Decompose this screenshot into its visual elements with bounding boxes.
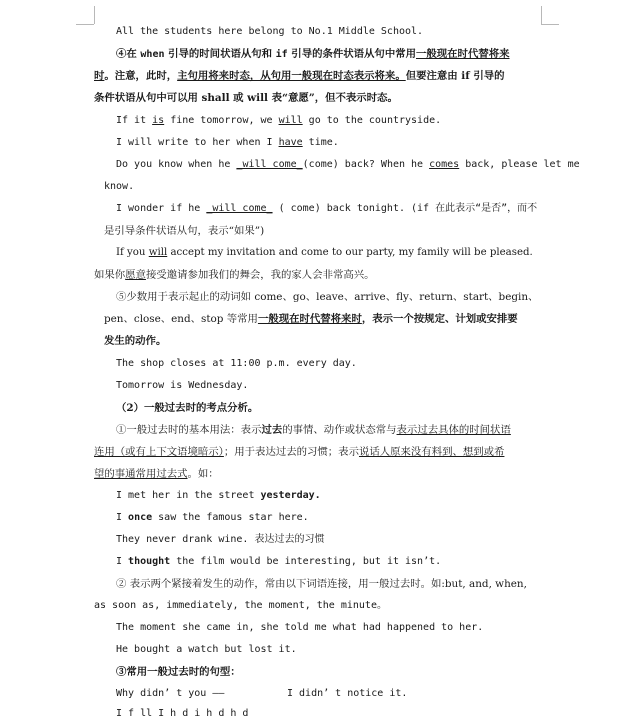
text-span: 。如： bbox=[187, 468, 219, 480]
example-sentence bbox=[116, 136, 339, 150]
text-line bbox=[116, 423, 511, 437]
text-span: will bbox=[278, 115, 303, 126]
text-span: _will come_ bbox=[206, 203, 273, 214]
text-span: 但要注意由 if 引导的 bbox=[405, 70, 505, 82]
text-line bbox=[94, 445, 504, 459]
text-span: thought bbox=[128, 556, 171, 567]
text-span: I bbox=[116, 556, 129, 567]
text-span: yesterday. bbox=[260, 490, 321, 501]
text-line: know. bbox=[104, 181, 135, 192]
text-span: ，表示一个按规定、计划或安排要 bbox=[361, 313, 518, 325]
text-span: time. bbox=[302, 137, 339, 148]
text-span: I bbox=[116, 512, 129, 523]
rule-4-heading bbox=[116, 47, 510, 62]
text-span: I met her in the street bbox=[116, 490, 261, 501]
text-line: 条件状语从句中可以用 shall 或 will 表“意愿”，但不表示时态。 bbox=[94, 92, 398, 104]
text-line: as soon as, immediately, the moment, the minute。 bbox=[94, 600, 387, 611]
example-sentence bbox=[116, 158, 580, 172]
text-span: 表达过去的习惯 bbox=[254, 534, 325, 545]
example-sentence bbox=[116, 533, 324, 547]
text-span: 连用（或有上下文语境暗示） bbox=[94, 446, 224, 458]
text-span: is bbox=[152, 115, 165, 126]
example-sentence: The shop closes at 11:00 p.m. every day. bbox=[116, 358, 357, 369]
text-span: will bbox=[148, 247, 168, 258]
text-span: have bbox=[278, 137, 303, 148]
text-span: go to the countryside. bbox=[302, 115, 442, 126]
text-span: 的事情、动作或状态常与 bbox=[282, 424, 397, 436]
text-span: 主句用将来时态，从句用一般现在时态表示将来。 bbox=[177, 70, 406, 82]
page-corner-mark-left bbox=[94, 6, 95, 24]
text-span: once bbox=[128, 512, 153, 523]
text-span: ；用于表达过去的习惯；表示 bbox=[223, 446, 359, 458]
page-corner-mark-right-h bbox=[541, 24, 559, 25]
text-span: 一般现在时代替将来时 bbox=[257, 313, 362, 325]
text-span: pen、close、end、stop 等常用 bbox=[104, 313, 258, 325]
text-span: ( come) back tonight. (if 在此表示“是否”，而不 bbox=[272, 203, 538, 214]
example-sentence: Why didn’ t you —— bbox=[116, 688, 225, 699]
rule-3-heading: ③常用一般过去时的句型： bbox=[116, 666, 241, 678]
example-sentence: I didn’ t notice it. bbox=[287, 688, 408, 699]
example-sentence: Tomorrow is Wednesday. bbox=[116, 380, 249, 391]
example-sentence bbox=[116, 489, 321, 503]
example-sentence bbox=[116, 555, 441, 569]
text-span: 引导的时间状语从句和 bbox=[164, 48, 276, 60]
text-span: 接受邀请参加我们的舞会，我的家人会非常高兴。 bbox=[145, 269, 375, 281]
text-span: 说话人原来没有料到、想到或希 bbox=[358, 446, 505, 458]
example-sentence bbox=[116, 511, 309, 525]
text-span: 愿意 bbox=[125, 269, 146, 281]
text-line bbox=[104, 312, 518, 326]
text-span: 一般现在时代替将来 bbox=[416, 48, 510, 60]
example-sentence bbox=[116, 202, 537, 216]
page-corner-mark-left-h bbox=[76, 24, 94, 25]
text-span: _will come_ bbox=[236, 159, 303, 170]
rule-2-heading: ② 表示两个紧接着发生的动作，常由以下词语连接，用一般过去时。如:but, and, when, bbox=[116, 578, 527, 590]
text-span: back, please let me bbox=[459, 159, 580, 170]
text-span: if bbox=[275, 49, 288, 60]
text-span: when bbox=[140, 49, 165, 60]
section-heading: （2）一般过去时的考点分析。 bbox=[116, 402, 259, 414]
text-span: They never drank wine. bbox=[116, 534, 255, 545]
text-span: 时 bbox=[94, 70, 105, 82]
text-span: 表示过去具体的时间状语 bbox=[396, 424, 511, 436]
text-span: accept my invitation and come to our party, my family will be pleased. bbox=[167, 247, 533, 258]
text-span: (come) back? When he bbox=[302, 159, 430, 170]
text-span: 如果你 bbox=[94, 269, 126, 281]
text-span: ④在 bbox=[116, 48, 141, 60]
text-span: If it bbox=[116, 115, 153, 126]
translation-line bbox=[94, 268, 375, 282]
example-sentence bbox=[116, 114, 441, 128]
text-span: the film would be interesting, but it isn’t. bbox=[170, 556, 442, 567]
text-span: Do you know when he bbox=[116, 159, 237, 170]
text-span: ①一般过去时的基本用法：表示 bbox=[116, 424, 262, 436]
page-corner-mark-right bbox=[541, 6, 542, 24]
text-line bbox=[94, 69, 505, 83]
example-sentence-cut: I f ll I h d i h d h d bbox=[116, 708, 249, 719]
text-span: I wonder if he bbox=[116, 203, 207, 214]
example-sentence: The moment she came in, she told me what had happened to her. bbox=[116, 622, 484, 633]
rule-5-heading: ⑤少数用于表示起止的动词如 come、go、leave、arrive、fly、return、start、begin、 bbox=[116, 291, 539, 303]
text-span: 过去 bbox=[261, 424, 283, 436]
text-span: I will write to her when I bbox=[116, 137, 279, 148]
text-line: 是引导条件状语从句，表示“如果”) bbox=[104, 225, 265, 237]
text-span: saw the famous star here. bbox=[152, 512, 309, 523]
text-line: 发生的动作。 bbox=[104, 335, 167, 347]
example-sentence bbox=[116, 246, 533, 260]
text-span: comes bbox=[429, 159, 460, 170]
text-span: 引导的条件状语从句中常用 bbox=[287, 48, 416, 60]
text-span: If you bbox=[116, 247, 149, 258]
text-span: fine tomorrow, we bbox=[164, 115, 279, 126]
text-line bbox=[94, 467, 219, 481]
example-sentence: He bought a watch but lost it. bbox=[116, 644, 297, 655]
text-span: 望的事通常用过去式 bbox=[94, 468, 188, 480]
text-line: All the students here belong to No.1 Middle School. bbox=[116, 26, 424, 37]
text-span: 。注意，此时， bbox=[104, 70, 178, 82]
